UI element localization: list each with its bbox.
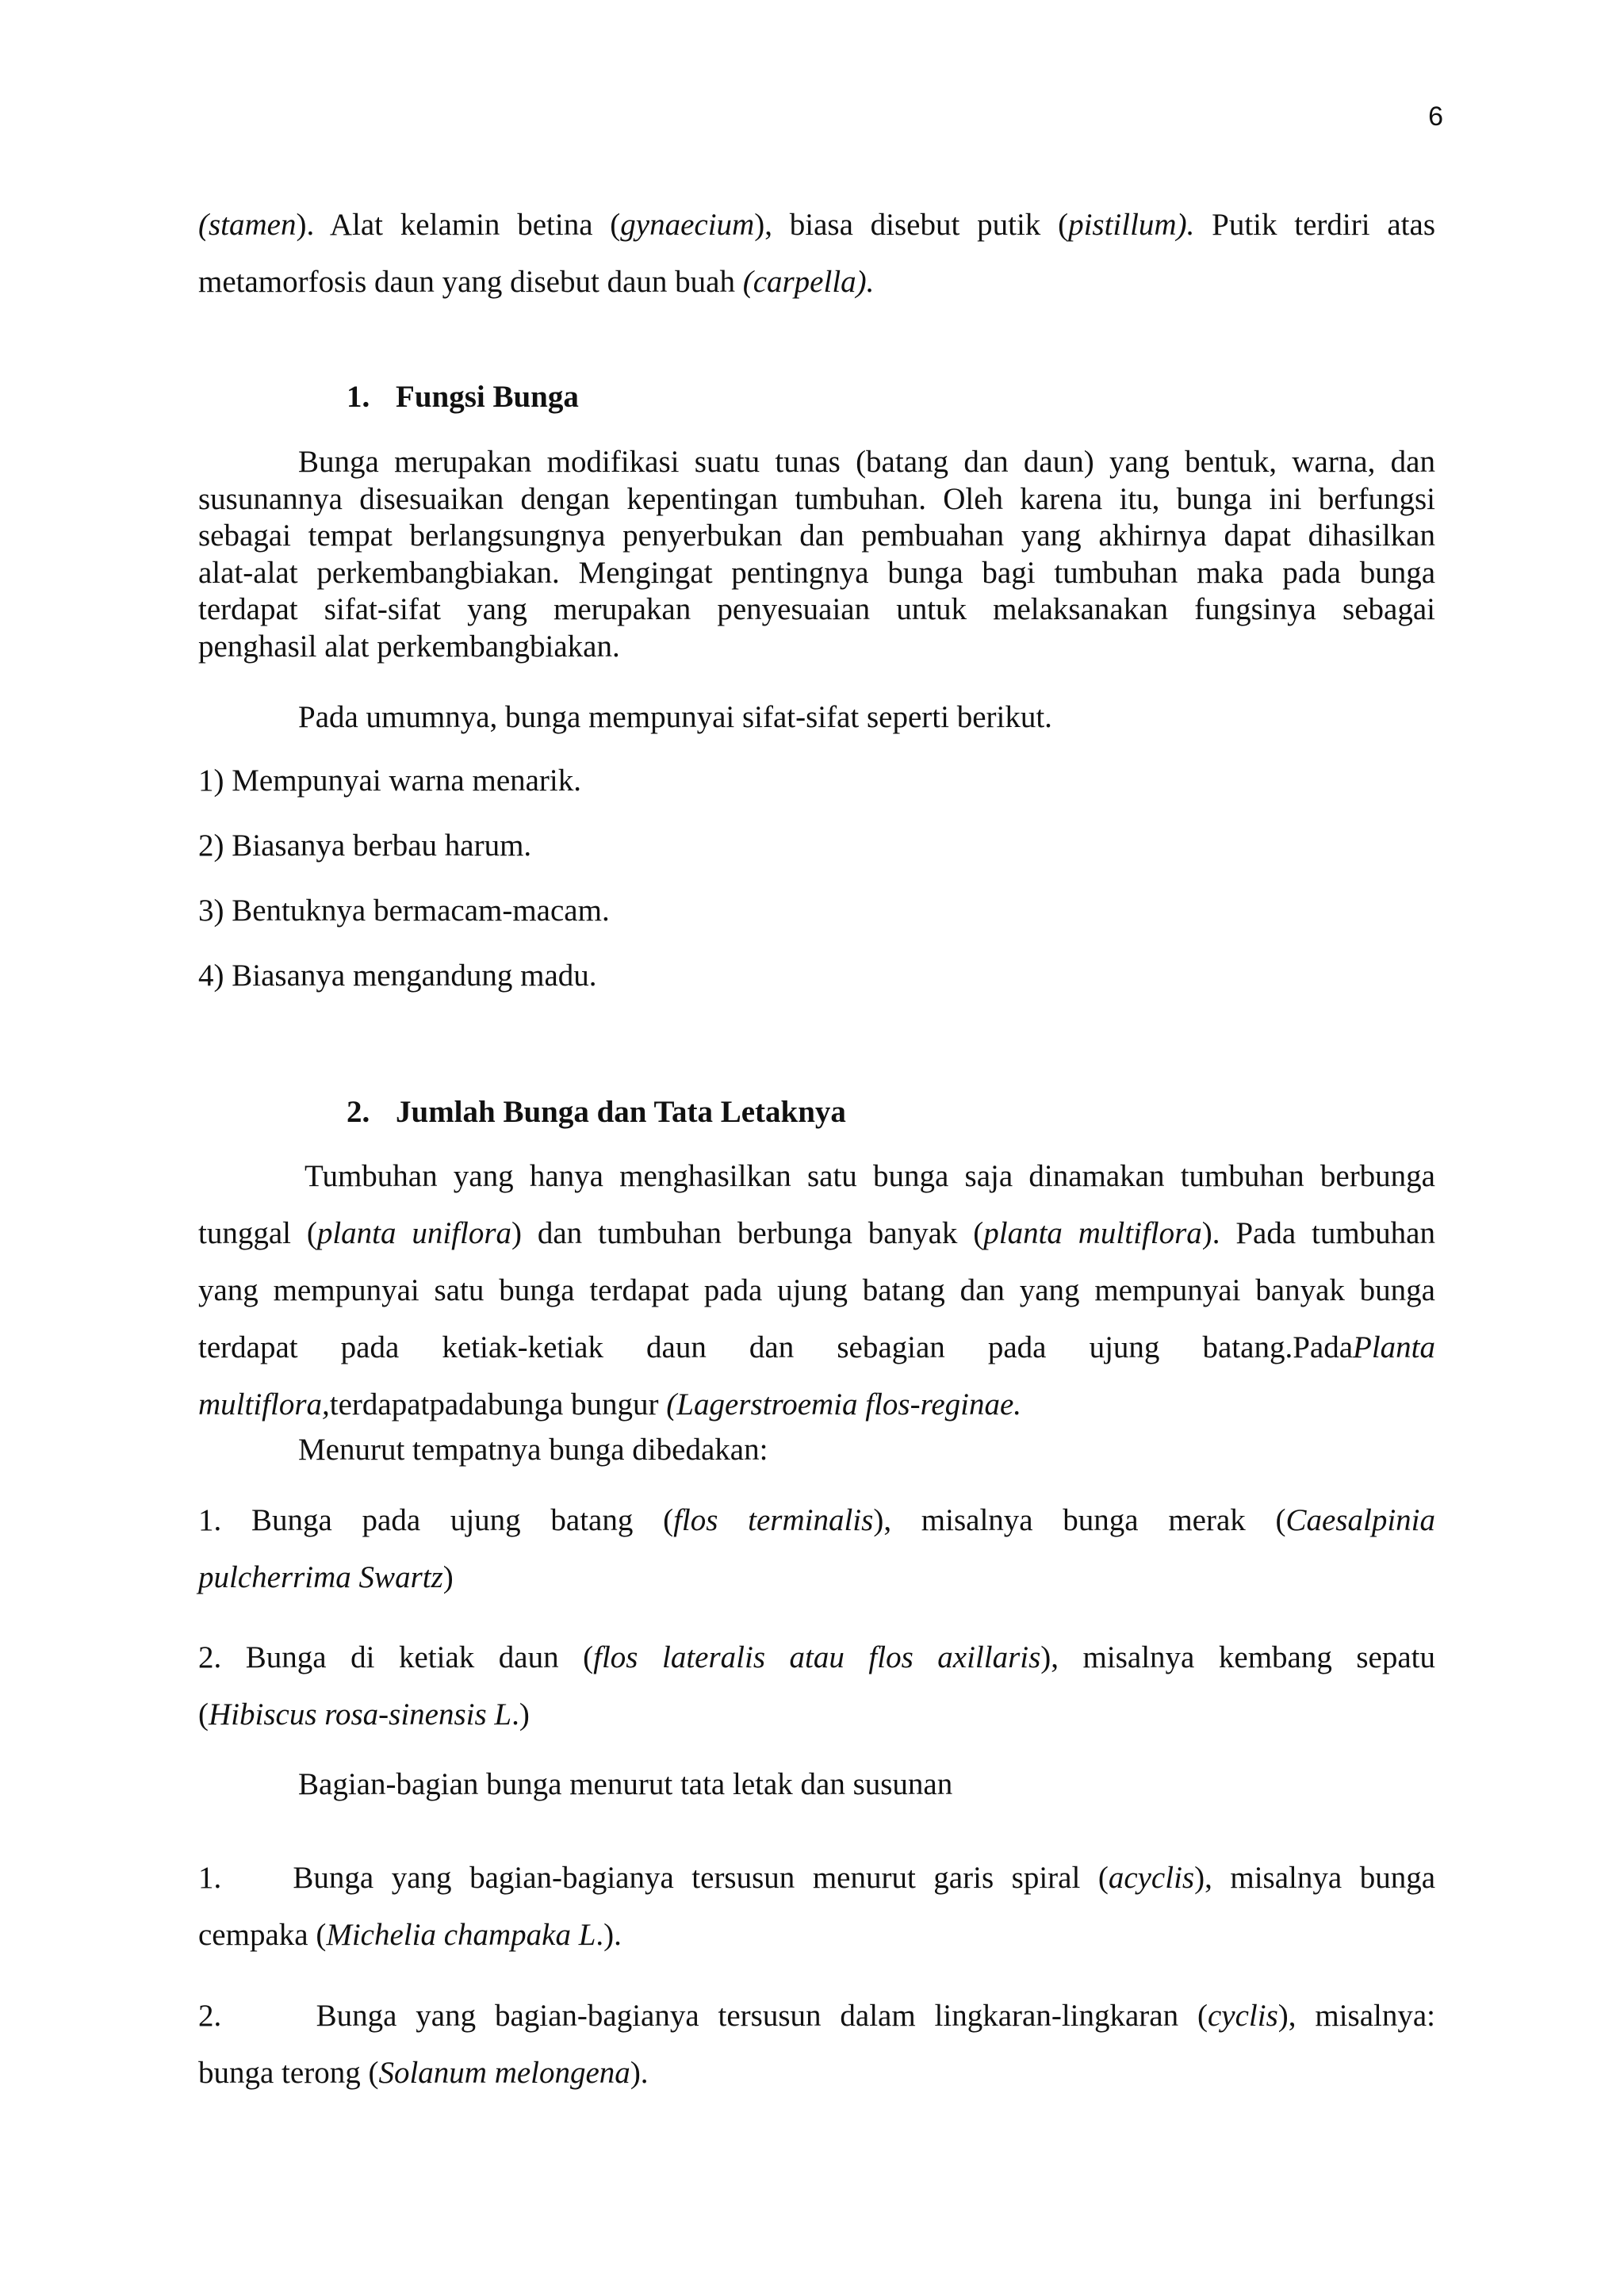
- arrangement-intro: Bagian-bagian bunga menurut tata letak dan susunan: [298, 1767, 953, 1801]
- list-item: 3) Bentuknya bermacam-macam.: [198, 894, 610, 928]
- location-item-1: 1. Bunga pada ujung batang (flos terminalis), misalnya bunga merak (Caesalpinia pulcherrima Swartz): [198, 1503, 1435, 1594]
- list-item: 1) Mempunyai warna menarik.: [198, 763, 582, 798]
- intro-paragraph: [198, 197, 1435, 311]
- page-number: 6: [1428, 101, 1443, 132]
- section-1-heading: 1. Fungsi Bunga: [347, 380, 579, 414]
- intro-line-1: (stamen). Alat kelamin betina (gynaecium), biasa disebut putik (pistillum). Putik terdiri atas: [198, 208, 1435, 242]
- list-item: 4) Biasanya mengandung madu.: [198, 959, 597, 993]
- section-2-paragraph: Tumbuhan yang hanya menghasilkan satu bunga saja dinamakan tumbuhan berbunga tunggal (planta uniflora) dan tumbuhan berbunga banyak (planta multiflora). Pada tumbuhan yang mempunyai satu bunga terdapat pada ujung batang dan yang mempunyai banyak bunga terdapat pada ketiak-ketiak daun dan sebagian pada ujung batang.PadaPlanta multiflora,terdapatpadabunga bungur (Lagerstroemia flos-reginae.: [198, 1159, 1435, 1422]
- section-2-heading: 2. Jumlah Bunga dan Tata Letaknya: [347, 1095, 846, 1129]
- intro-line-2: metamorfosis daun yang disebut daun buah (carpella).: [198, 265, 875, 299]
- arrangement-item-1: 1. Bunga yang bagian-bagianya tersusun menurut garis spiral (acyclis), misalnya bunga cempaka (Michelia champaka L.).: [198, 1861, 1436, 1952]
- location-intro: Menurut tempatnya bunga dibedakan:: [298, 1433, 768, 1467]
- location-item-2: 2. Bunga di ketiak daun (flos lateralis atau flos axillaris), misalnya kembang sepatu (Hibiscus rosa-sinensis L.): [198, 1640, 1436, 1732]
- arrangement-item-2: 2. Bunga yang bagian-bagianya tersusun dalam lingkaran-lingkaran (cyclis), misalnya: bunga terong (Solanum melongena).: [198, 1999, 1435, 2090]
- section-1-list-intro: Pada umumnya, bunga mempunyai sifat-sifat seperti berikut.: [298, 700, 1052, 734]
- section-1-paragraph: Bunga merupakan modifikasi suatu tunas (batang dan daun) yang bentuk, warna, dan susunannya disesuaikan dengan kepentingan tumbuhan. Oleh karena itu, bunga ini berfungsi sebagai tempat berlangsungnya penyerbukan dan pembuahan yang akhirnya dapat dihasilkan alat-alat perkembangbiakan. Mengingat pentingnya bunga bagi tumbuhan maka pada bunga terdapat sifat-sifat yang merupakan penyesuaian untuk melaksanakan fungsinya sebagai penghasil alat perkembangbiakan.: [198, 445, 1435, 664]
- list-item: 2) Biasanya berbau harum.: [198, 828, 532, 863]
